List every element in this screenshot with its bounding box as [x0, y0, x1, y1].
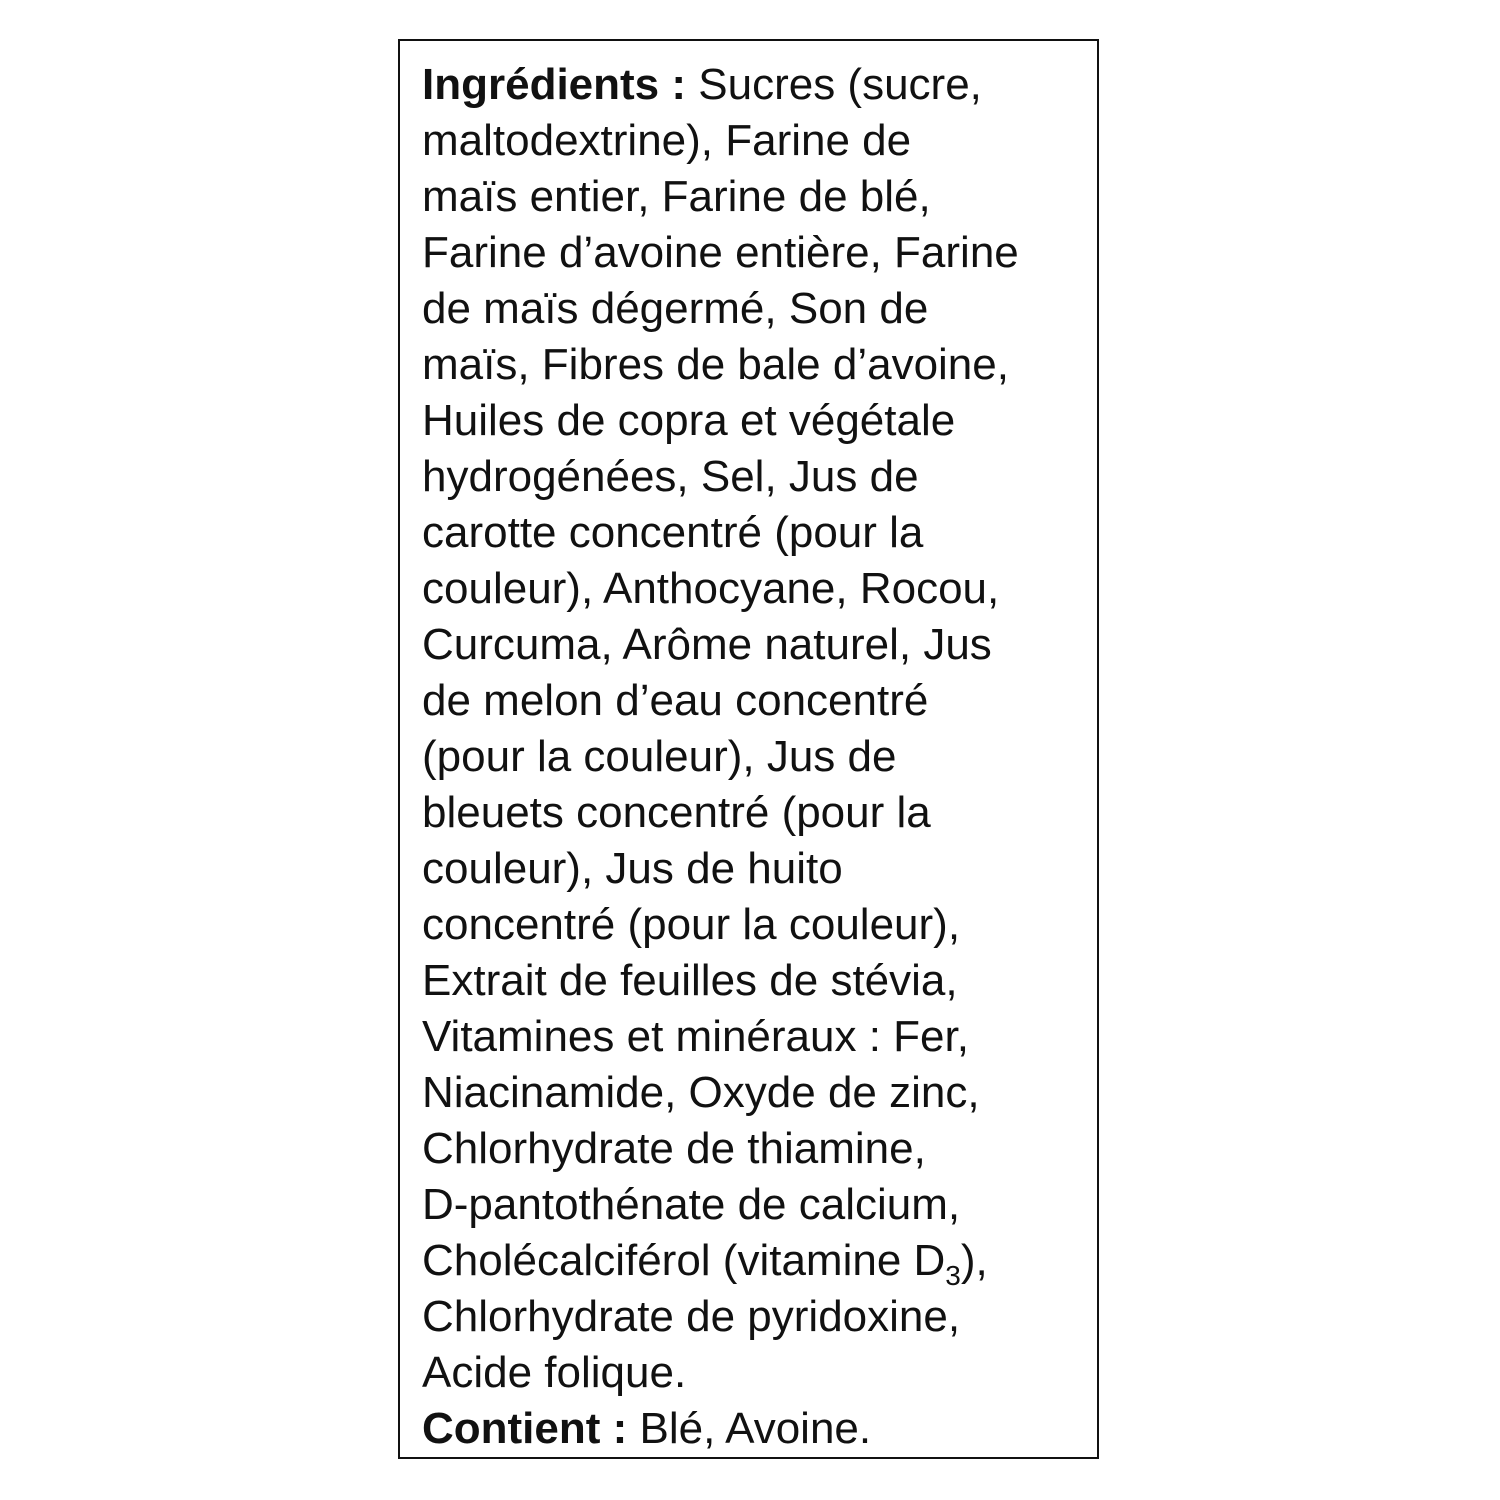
ingredients-heading: Ingrédients :: [422, 60, 687, 109]
ingredient-line: couleur), Anthocyane, Rocou,: [422, 564, 1000, 613]
ingredient-line: bleuets concentré (pour la: [422, 788, 931, 837]
ingredient-line: de maïs dégermé, Son de: [422, 284, 929, 333]
ingredient-line: Huiles de copra et végétale: [422, 396, 956, 445]
ingredient-line: maltodextrine), Farine de: [422, 116, 912, 165]
ingredient-line: couleur), Jus de huito: [422, 844, 843, 893]
contains-heading: Contient :: [422, 1404, 628, 1453]
ingredient-line: concentré (pour la couleur),: [422, 900, 961, 949]
contains-text: Blé, Avoine.: [639, 1404, 872, 1453]
ingredient-line: Acide folique.: [422, 1348, 687, 1397]
ingredient-line: hydrogénées, Sel, Jus de: [422, 452, 919, 501]
ingredient-line-text: Cholécalciférol (vitamine D: [422, 1236, 946, 1285]
contains-line: [422, 1401, 1019, 1457]
ingredient-line: Chlorhydrate de pyridoxine,: [422, 1292, 961, 1341]
ingredient-line-vitamin-d: [422, 1233, 1019, 1289]
ingredient-line: carotte concentré (pour la: [422, 508, 924, 557]
ingredients-text-block: [422, 57, 1019, 1457]
ingredient-line: maïs entier, Farine de blé,: [422, 172, 931, 221]
ingredient-line: Vitamines et minéraux : Fer,: [422, 1012, 969, 1061]
ingredient-line: D-pantothénate de calcium,: [422, 1180, 961, 1229]
ingredient-line: Curcuma, Arôme naturel, Jus: [422, 620, 992, 669]
ingredients-label-box: [398, 39, 1099, 1459]
ingredient-line-text: Sucres (sucre,: [698, 60, 982, 109]
ingredient-line: Chlorhydrate de thiamine,: [422, 1124, 926, 1173]
ingredient-line: [422, 57, 1019, 113]
ingredient-line: (pour la couleur), Jus de: [422, 732, 897, 781]
vitamin-d-subscript: 3: [945, 1260, 961, 1291]
vitamin-d-tail: ),: [960, 1236, 988, 1285]
ingredient-line: Niacinamide, Oxyde de zinc,: [422, 1068, 980, 1117]
ingredient-line: de melon d’eau concentré: [422, 676, 929, 725]
ingredient-line: Farine d’avoine entière, Farine: [422, 228, 1019, 277]
ingredient-line: maïs, Fibres de bale d’avoine,: [422, 340, 1009, 389]
ingredient-line: Extrait de feuilles de stévia,: [422, 956, 958, 1005]
